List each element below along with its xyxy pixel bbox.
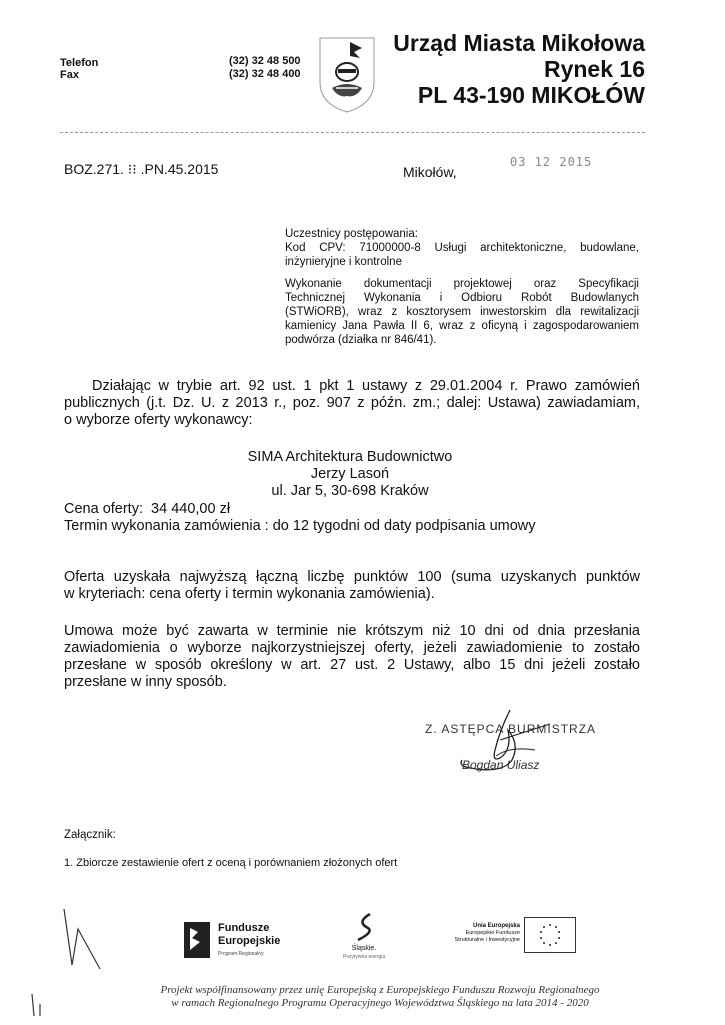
subject-line: podwórza (działka nr 846/41). [285,334,437,346]
completion-deadline: Termin wykonania zamówienia : do 12 tygodni od daty podpisania umowy [64,518,536,534]
coat-of-arms-icon [316,32,378,114]
project-line2: w ramach Regionalnego Programu Operacyjnego Województwa Śląskiego na lata 2014 - 2020 [171,997,589,1009]
fax-label: Fax [60,69,79,81]
project-line1: Projekt współfinansowany przez unię Europejską z Europejskiego Funduszu Rozwoju Regionalnego [160,984,600,996]
eu-line2: Europejskie Fundusze [465,930,520,936]
slaskie-text [330,944,398,962]
cpv-line-cont: inżynieryjne i kontrolne [285,256,402,268]
eu-flag-icon [524,917,576,953]
points-line: w kryteriach: cena oferty i termin wykonania zamówienia). [64,586,435,602]
eu-line1: Unia Europejska [472,923,520,929]
points-paragraph [64,569,640,603]
fe-line2: Europejskie [218,935,281,947]
header-divider [60,132,645,133]
subject-line: Technicznej Wykonania i Odbioru Robót Budowlanych [285,292,639,304]
cpv-line: Kod CPV: 71000000-8 Usługi architektoniczne, budowlane, [285,242,639,254]
fe-line1: Fundusze [218,922,270,934]
margin-mark-icon [60,905,110,975]
eu-text [446,923,520,944]
fe-text [218,922,280,961]
signature-stamp: Z. ASTĘPCA BURMISTRZA [425,722,597,736]
place-label: Mikołów, [403,164,457,180]
project-footer [100,984,660,1010]
slaskie-sub: Pozytywna energia [342,954,386,960]
intro-line: publicznych (j.t. Dz. U. z 2013 r., poz. 907 z późn. zm.; dalej: Ustawa) zawiadamiam, [64,395,640,411]
date-stamp: 03 12 2015 [510,155,593,169]
office-name: Urząd Miasta Mikołowa [393,30,645,56]
contractor-address: ul. Jar 5, 30-698 Kraków [271,483,429,499]
contractor-name: SIMA Architektura Budownictwo [247,449,453,465]
intro-paragraph [64,378,640,429]
contractor-block [150,449,550,500]
reference-number: BOZ.271. ⁝⁝ .PN.45.2015 [64,161,219,177]
intro-line: Działając w trybie art. 92 ust. 1 pkt 1 ustawy z 29.01.2004 r. Prawo zamówień [92,378,640,394]
subject-line: (STWiORB), wraz z kosztorysem inwestorskim dla rewitalizacji [285,306,639,318]
contract-paragraph [64,623,640,691]
margin-mark-icon [28,990,48,1020]
office-city: PL 43-190 MIKOŁÓW [417,82,645,108]
contract-line: zawiadomienia o wyborze najkorzystniejszej oferty, jeżeli zawiadomienie to zostało [64,640,640,656]
contract-line: przesłane w inny sposób. [64,674,227,690]
fax-number: (32) 32 48 400 [229,68,301,80]
slaskie-label: Śląskie. [351,945,377,952]
phone-label: Telefon [60,57,99,69]
office-street: Rynek 16 [543,56,645,82]
signatory-name: Bogdan Uliasz [462,758,540,772]
contract-line: Umowa może być zawarta w terminie nie krótszym niż 10 dni od dnia przesłania [64,623,640,639]
attachments-label: Załącznik: [64,829,116,841]
recipients-block [285,227,639,347]
fundusze-europejskie-logo-icon [184,922,214,960]
recipients-heading: Uczestnicy postępowania: [285,228,418,240]
slaskie-logo-icon [352,912,376,942]
phone-number: (32) 32 48 500 [229,55,301,67]
contract-line: przesłane w sposób określony w art. 27 ust. 2 Ustawy, albo 15 dni jeżeli zostało [64,657,640,673]
points-line: Oferta uzyskała najwyższą łączną liczbę punktów 100 (suma uzyskanych punktów [64,569,640,585]
contractor-person: Jerzy Lasoń [310,466,390,482]
eu-line3: Strukturalne i Inwestycyjne [454,937,520,943]
subject-line: Wykonanie dokumentacji projektowej oraz Specyfikacji [285,278,639,290]
attachment-item: 1. Zbiorcze zestawienie ofert z oceną i porównaniem złożonych ofert [64,857,398,869]
intro-line: o wyborze oferty wykonawcy: [64,412,253,428]
subject-line: kamienicy Jana Pawła II 6, wraz z oficyną i zagospodarowaniem [285,320,639,332]
offer-price: Cena oferty: 34 440,00 zł [64,501,231,517]
fe-sub: Program Regionalny [218,951,264,957]
